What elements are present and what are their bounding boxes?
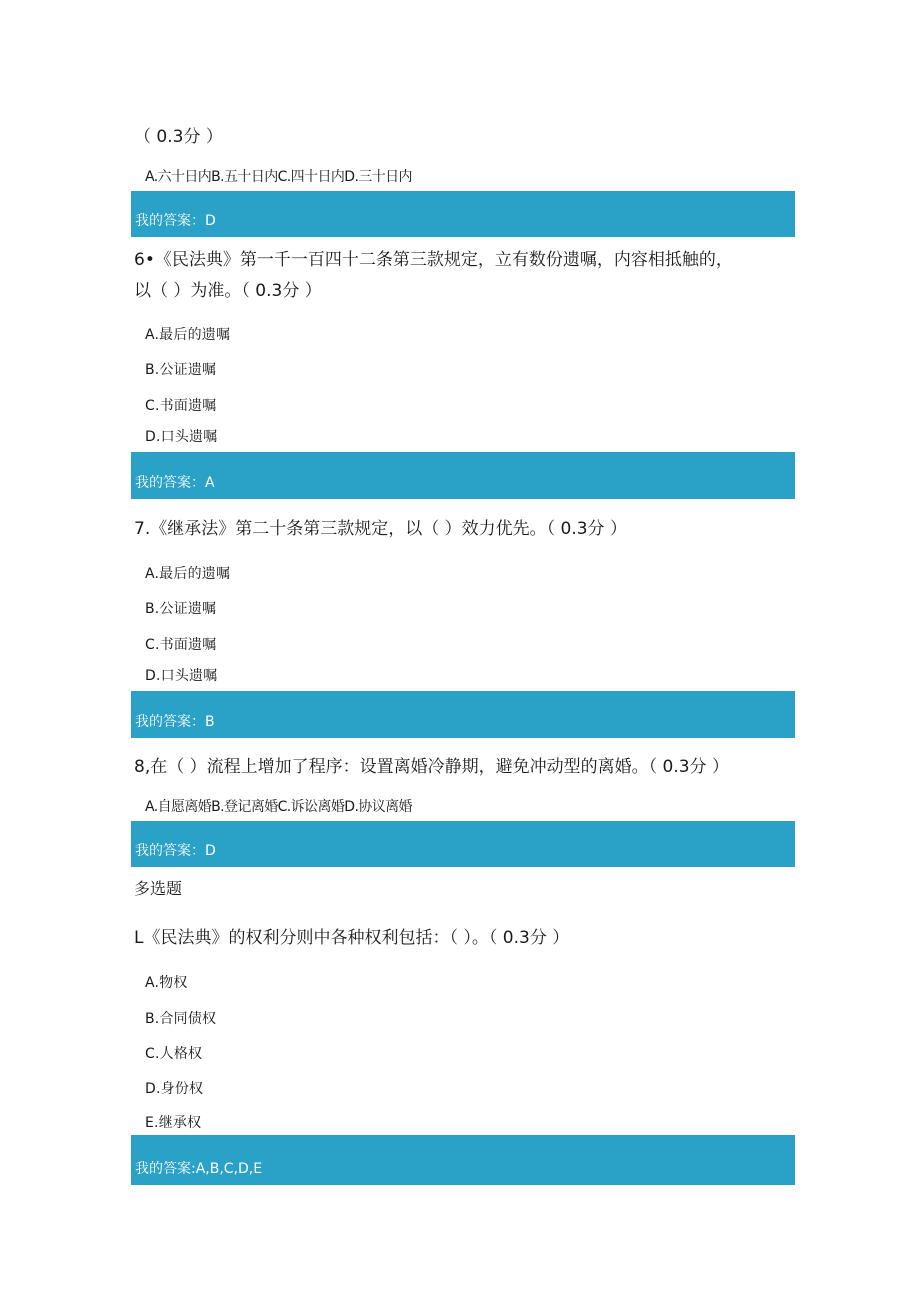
q7-option-c: C.书面遗嘱: [145, 637, 217, 653]
q8-answer-text: 我的答案：D: [135, 843, 216, 859]
q7-answer-text: 我的答案：B: [135, 714, 215, 730]
q7-option-a: A.最后的遗嘱: [145, 566, 231, 582]
q5-answer-bar: [131, 191, 795, 237]
q6-question-line-1: 6•《民法典》第一千一百四十二条第三款规定，立有数份遗嘱，内容相抵触的，: [134, 250, 733, 270]
q8-question-line-1: 8,在（ ）流程上增加了程序：设置离婚冷静期，避免冲动型的离婚。（ 0.3分 ）: [134, 757, 729, 777]
q8-options: A.自愿离婚B.登记离婚C.诉讼离婚D.协议离婚: [145, 799, 412, 815]
m1-option-d: D.身份权: [145, 1081, 204, 1097]
m1-option-c: C.人格权: [145, 1046, 203, 1062]
q6-answer-bar: [131, 452, 795, 499]
q6-question-line-2: 以（ ）为准。（ 0.3分 ）: [134, 281, 322, 301]
m1-answer-bar: [131, 1135, 795, 1185]
q6-option-a: A.最后的遗嘱: [145, 327, 231, 343]
q7-answer-bar: [131, 691, 795, 738]
q5-score-line: （ 0.3分 ）: [134, 127, 223, 147]
q5-answer-text: 我的答案：D: [135, 213, 216, 229]
m1-question-line-1: L《民法典》的权利分则中各种权利包括：（ ）。（ 0.3分 ）: [134, 928, 570, 948]
q7-question-line-1: 7.《继承法》第二十条第三款规定，以（ ）效力优先。（ 0.3分 ）: [134, 519, 627, 539]
q6-option-d: D.口头遗嘱: [145, 429, 218, 445]
q7-option-d: D.口头遗嘱: [145, 668, 218, 684]
section-title-multi-choice: 多选题: [134, 879, 183, 898]
m1-option-a: A.物权: [145, 975, 188, 991]
q6-option-b: B.公证遗嘱: [145, 362, 217, 378]
q8-answer-bar: [131, 821, 795, 867]
m1-option-e: E.继承权: [145, 1115, 202, 1131]
m1-answer-text: 我的答案:A,B,C,D,E: [135, 1161, 263, 1177]
m1-option-b: B.合同债权: [145, 1011, 217, 1027]
q6-answer-text: 我的答案：A: [135, 475, 215, 491]
q5-options: A.六十日内B.五十日内C.四十日内D.三十日内: [145, 169, 412, 185]
q7-option-b: B.公证遗嘱: [145, 601, 217, 617]
q6-option-c: C.书面遗嘱: [145, 398, 217, 414]
